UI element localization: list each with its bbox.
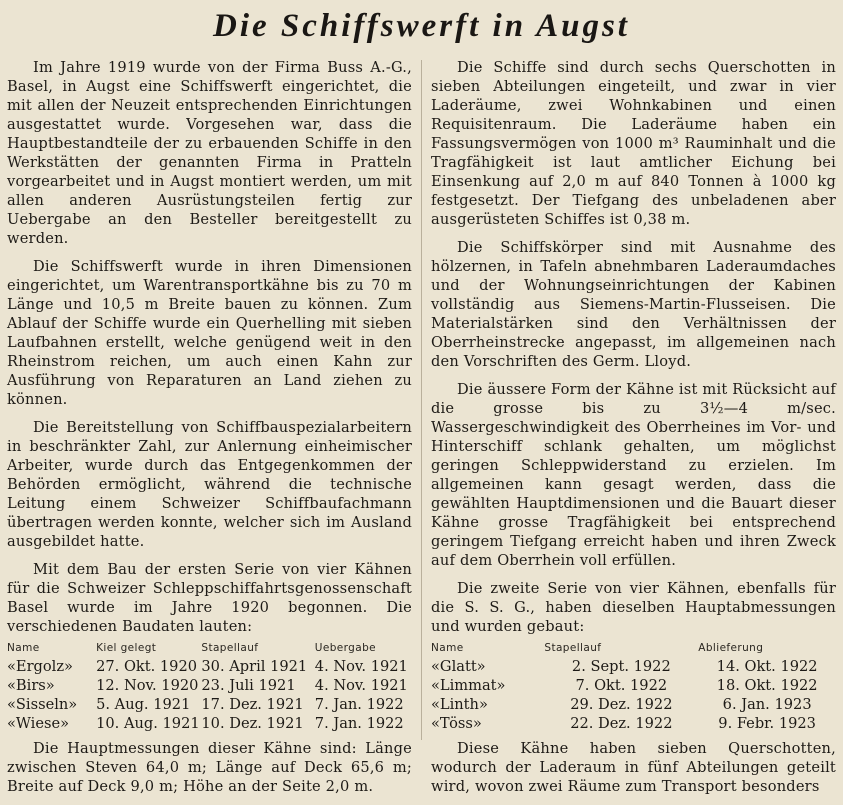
table-cell: 4. Nov. 1921 bbox=[314, 677, 408, 694]
table-cell: 6. Jan. 1923 bbox=[722, 696, 812, 713]
paragraph: Diese Kähne haben sieben Querschotten, wodurch der Laderaum in fünf Abteilungen geteilt wird, wovon zwei Räume zum Transport besonders bbox=[431, 740, 836, 795]
table-cell: 17. Dez. 1921 bbox=[201, 696, 304, 713]
column-header: Ablieferung bbox=[698, 642, 764, 654]
column-divider bbox=[421, 60, 422, 740]
table-cell: 7. Jan. 1922 bbox=[314, 715, 404, 732]
paragraph: Mit dem Bau der ersten Serie von vier Kähnen für die Schweizer Schleppschiffahrtsgenossenschaft Basel wurde im Jahre 1920 begonnen. Die verschiedenen Baudaten lauten: bbox=[7, 561, 412, 635]
paragraph: Die äussere Form der Kähne ist mit Rücksicht auf die grosse bis zu 3½—4 m/sec. Wassergeschwindigkeit des Oberrheines im Vor- und Hinterschiff schlank gehalten, um möglichst geringen Schleppwiderstand zu erzielen. Im allgemeinen kann gesagt werden, dass die gewählten Hauptdimensionen und die Bauart dieser Kähne grosse Tragfähigkeit bei entsprechend geringem Tiefgang erreicht haben und ihren Zweck auf dem Oberrhein voll erfüllen. bbox=[431, 381, 836, 569]
table-row bbox=[7, 714, 412, 733]
table-row bbox=[7, 695, 412, 714]
table-cell: «Limmat» bbox=[431, 677, 506, 694]
table-header-row bbox=[7, 638, 412, 657]
paragraph: Die Hauptmessungen dieser Kähne sind: Länge zwischen Steven 64,0 m; Länge auf Deck 65,6 m; Breite auf Deck 9,0 m; Höhe an der Seite 2,0 m. bbox=[7, 740, 412, 795]
table-cell: 2. Sept. 1922 bbox=[571, 658, 671, 675]
table-row bbox=[431, 714, 836, 733]
table-cell: 7. Jan. 1922 bbox=[314, 696, 404, 713]
column-header: Stapellauf bbox=[544, 642, 602, 654]
page-title: Die Schiffswerft in Augst bbox=[213, 8, 630, 44]
paragraph: Die Bereitstellung von Schiffbauspezialarbeitern in beschränkter Zahl, zur Anlernung einheimischer Arbeiter, wurde durch das Entgegenkommen der Behörden ermöglicht, während die technische Leitung einem Schweizer Schiffbaufachmann übertragen werden konnte, welcher sich im Ausland ausgebildet hatte. bbox=[7, 419, 412, 550]
paragraph: Die zweite Serie von vier Kähnen, ebenfalls für die S. S. G., haben dieselben Hauptabmessungen und wurden gebaut: bbox=[431, 580, 836, 635]
table-cell: «Linth» bbox=[431, 696, 488, 713]
table-cell: 23. Juli 1921 bbox=[201, 677, 296, 694]
paragraph: Im Jahre 1919 wurde von der Firma Buss A.-G., Basel, in Augst eine Schiffswerft eingerichtet, die mit allen der Neuzeit entsprechenden Einrichtungen ausgestattet wurde. Vorgesehen war, dass die Hauptbestandteile der zu erbauenden Schiffe in den Werkstätten der genannten Firma in Pratteln vorgearbeitet und in Augst montiert werden, um mit allen anderen Ausrüstungsteilen fertig zur Uebergabe an den Besteller bereitgestellt zu werden. bbox=[7, 59, 412, 247]
column-header: Name bbox=[431, 642, 464, 654]
table-cell: 9. Febr. 1923 bbox=[718, 715, 816, 732]
table-cell: 5. Aug. 1921 bbox=[96, 696, 191, 713]
table-row bbox=[7, 676, 412, 695]
table-cell: «Wiese» bbox=[7, 715, 70, 732]
table-cell: «Glatt» bbox=[431, 658, 486, 675]
table-cell: 29. Dez. 1922 bbox=[570, 696, 673, 713]
table-row bbox=[431, 676, 836, 695]
column-header: Stapellauf bbox=[201, 642, 259, 654]
table-cell: «Ergolz» bbox=[7, 658, 73, 675]
table-cell: 10. Dez. 1921 bbox=[201, 715, 304, 732]
column-header: Name bbox=[7, 642, 40, 654]
table-row bbox=[431, 657, 836, 676]
table-cell: 12. Nov. 1920 bbox=[96, 677, 199, 694]
table-cell: 7. Okt. 1922 bbox=[575, 677, 668, 694]
table-cell: 10. Aug. 1921 bbox=[96, 715, 200, 732]
table-cell: «Sisseln» bbox=[7, 696, 78, 713]
first-series-table bbox=[7, 638, 412, 733]
table-cell: 18. Okt. 1922 bbox=[716, 677, 818, 694]
column-header: Kiel gelegt bbox=[96, 642, 157, 654]
table-cell: 14. Okt. 1922 bbox=[716, 658, 818, 675]
table-cell: «Töss» bbox=[431, 715, 482, 732]
table-cell: 27. Okt. 1920 bbox=[96, 658, 198, 675]
paragraph: Die Schiffskörper sind mit Ausnahme des hölzernen, in Tafeln abnehmbaren Laderaumdaches und der Wohnungseinrichtungen der Kabinen vollständig aus Siemens-Martin-Flusseisen. Die Materialstärken sind den Verhältnissen der Oberrheinstrecke angepasst, im allgemeinen nach den Vorschriften des Germ. Lloyd. bbox=[431, 239, 836, 370]
paragraph: Die Schiffe sind durch sechs Querschotten in sieben Abteilungen eingeteilt, und zwar in vier Laderäume, zwei Wohnkabinen und einen Requisitenraum. Die Laderäume haben ein Fassungsvermögen von 1000 m³ Rauminhalt und die Tragfähigkeit ist laut amtlicher Eichung bei Einsenkung auf 2,0 m auf 840 Tonnen à 1000 kg festgesetzt. Der Tiefgang des unbeladenen aber ausgerüsteten Schiffes ist 0,38 m. bbox=[431, 59, 836, 228]
table-cell: 4. Nov. 1921 bbox=[314, 658, 408, 675]
table-row bbox=[7, 657, 412, 676]
table-row bbox=[431, 695, 836, 714]
table-cell: 30. April 1921 bbox=[201, 658, 308, 675]
right-column bbox=[431, 58, 836, 805]
table-cell: «Birs» bbox=[7, 677, 55, 694]
table-header-row bbox=[431, 638, 836, 657]
paragraph: Die Schiffswerft wurde in ihren Dimensionen eingerichtet, um Warentransportkähne bis zu 70 m Länge und 10,5 m Breite bauen zu können. Zum Ablauf der Schiffe wurde ein Querhelling mit sieben Laufbahnen erstellt, welche genügend weit in den Rheinstrom reichen, um auch einen Kahn zur Ausführung von Reparaturen an Land ziehen zu können. bbox=[7, 258, 412, 408]
left-column bbox=[7, 58, 412, 805]
second-series-table bbox=[431, 638, 836, 733]
table-cell: 22. Dez. 1922 bbox=[570, 715, 673, 732]
column-header: Uebergabe bbox=[314, 642, 377, 654]
